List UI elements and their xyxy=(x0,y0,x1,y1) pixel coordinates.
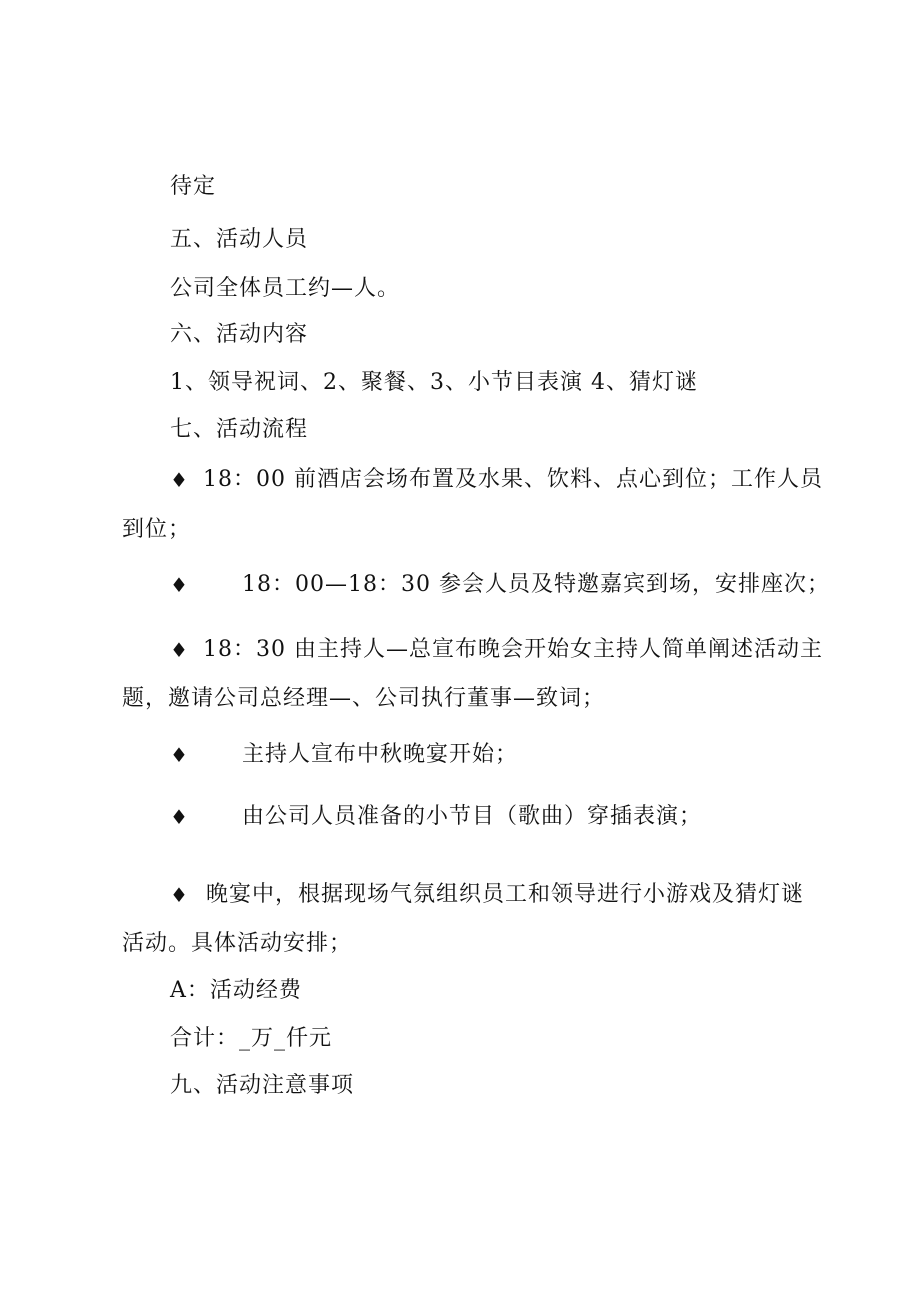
flow-item-text: 18：30 由主持人—总宣布晚会开始女主持人简单阐述活动主 xyxy=(203,637,823,662)
flow-item-text: 由公司人员准备的小节目（歌曲）穿插表演； xyxy=(242,804,703,829)
section-heading: 五、活动人员 xyxy=(170,227,309,252)
section-heading: 六、活动内容 xyxy=(170,322,309,347)
section-heading: 七、活动流程 xyxy=(170,417,309,442)
text-line: 合计：_万_仟元 xyxy=(170,1026,333,1051)
flow-item-text: 到位； xyxy=(122,517,192,542)
flow-item-text: 活动。具体活动安排； xyxy=(122,931,353,956)
section-heading: A：活动经费 xyxy=(170,978,302,1003)
diamond-bullet-icon: ♦ xyxy=(170,883,188,907)
flow-item-text: 晚宴中，根据现场气氛组织员工和领导进行小游戏及猜灯谜 xyxy=(206,882,805,907)
diamond-bullet-icon: ♦ xyxy=(170,573,188,597)
diamond-bullet-icon: ♦ xyxy=(170,805,188,829)
flow-item-text: 18：00—18：30 参会人员及特邀嘉宾到场，安排座次； xyxy=(242,572,830,597)
diamond-bullet-icon: ♦ xyxy=(170,638,188,662)
text-line: 公司全体员工约—人。 xyxy=(170,276,401,301)
diamond-bullet-icon: ♦ xyxy=(170,743,188,767)
flow-item-text: 主持人宣布中秋晚宴开始； xyxy=(242,742,519,767)
diamond-bullet-icon: ♦ xyxy=(170,468,188,492)
flow-item-text: 题，邀请公司总经理—、公司执行董事—致词； xyxy=(122,686,606,711)
text-line: 1、领导祝词、2、聚餐、3、小节目表演 4、猜灯谜 xyxy=(170,370,698,395)
flow-item-text: 18：00 前酒店会场布置及水果、饮料、点心到位；工作人员 xyxy=(203,467,823,492)
section-heading: 九、活动注意事项 xyxy=(170,1073,355,1098)
text-line: 待定 xyxy=(170,174,217,199)
